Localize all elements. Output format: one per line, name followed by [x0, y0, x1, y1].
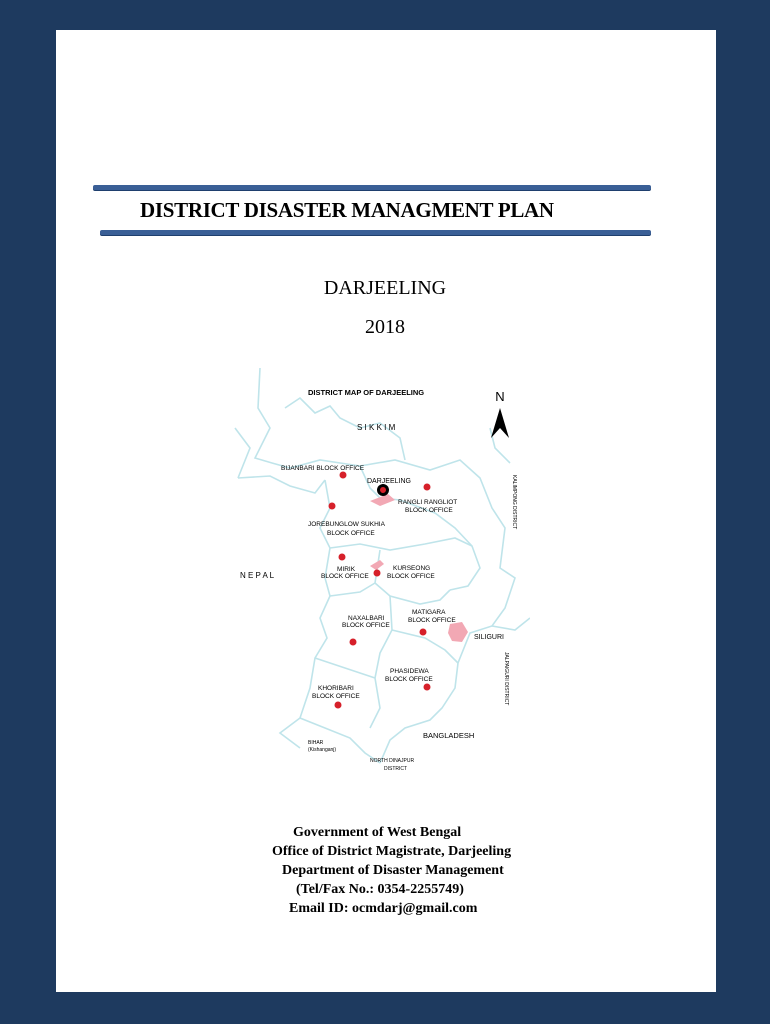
marker-naxalbari	[350, 639, 357, 646]
region-kalimpong: KALIMPONG DISTRICT	[511, 475, 517, 530]
label-phasidewa-2: BLOCK OFFICE	[385, 676, 433, 683]
region-jalpaiguri: JALPAIGURI DISTRICT	[503, 652, 509, 706]
label-naxalbari-1: NAXALBARI	[348, 615, 385, 622]
label-naxalbari-2: BLOCK OFFICE	[342, 622, 390, 629]
north-label: N	[495, 389, 505, 404]
label-matigara-1: MATIGARA	[412, 609, 446, 616]
region-nepal: N E P A L	[240, 571, 275, 580]
region-north-dinajpur-2: DISTRICT	[384, 766, 408, 772]
footer-email: Email ID: ocmdarj@gmail.com	[289, 901, 478, 916]
marker-mirik	[339, 554, 346, 561]
title-top-rule	[93, 185, 651, 190]
place-darjeeling: DARJEELING	[367, 478, 411, 485]
marker-phasidewa	[424, 684, 431, 691]
region-bangladesh: BANGLADESH	[423, 731, 475, 740]
siliguri-area	[448, 622, 468, 642]
kurseong-town-area	[370, 560, 384, 570]
footer-department: Department of Disaster Management	[282, 863, 504, 878]
map-title: DISTRICT MAP OF DARJEELING	[308, 388, 425, 397]
marker-kurseong	[374, 570, 381, 577]
label-jorebunglow-1: JOREBUNGLOW SUKHIA	[308, 521, 385, 528]
label-khoribari-1: KHORIBARI	[318, 685, 354, 692]
label-bijanbari: BIJANBARI BLOCK OFFICE	[281, 465, 365, 472]
region-sikkim: S I K K I M	[357, 423, 396, 432]
region-north-dinajpur-1: NORTH DINAJPUR	[370, 758, 415, 764]
label-kurseong-1: KURSEONG	[393, 565, 431, 572]
marker-bijanbari	[340, 472, 347, 479]
marker-khoribari	[335, 702, 342, 709]
label-kurseong-2: BLOCK OFFICE	[387, 573, 435, 580]
footer-government: Government of West Bengal	[293, 825, 462, 840]
place-siliguri: SILIGURI	[474, 634, 504, 641]
region-bihar-sub: (Kishanganj)	[308, 747, 337, 753]
marker-matigara	[420, 629, 427, 636]
label-matigara-2: BLOCK OFFICE	[408, 617, 456, 624]
document-title: DISTRICT DISASTER MANAGMENT PLAN	[140, 198, 554, 222]
label-mirik-1: MIRIK	[337, 566, 356, 573]
district-map	[230, 368, 530, 780]
north-arrow-icon	[491, 408, 509, 438]
plan-year: 2018	[365, 316, 405, 338]
marker-rangli	[424, 484, 431, 491]
label-rangli-1: RANGLI RANGLIOT	[398, 499, 458, 506]
footer-office: Office of District Magistrate, Darjeeling	[272, 844, 512, 859]
label-jorebunglow-2: BLOCK OFFICE	[327, 530, 375, 537]
label-phasidewa-1: PHASIDEWA	[390, 668, 429, 675]
district-name: DARJEELING	[323, 277, 447, 299]
label-mirik-2: BLOCK OFFICE	[321, 573, 369, 580]
label-khoribari-2: BLOCK OFFICE	[312, 693, 360, 700]
region-bihar: BIHAR	[308, 740, 324, 746]
footer-telfax: (Tel/Fax No.: 0354-2255749)	[296, 882, 464, 897]
label-rangli-2: BLOCK OFFICE	[405, 507, 453, 514]
marker-jorebunglow	[329, 503, 336, 510]
title-bottom-rule	[100, 230, 651, 235]
